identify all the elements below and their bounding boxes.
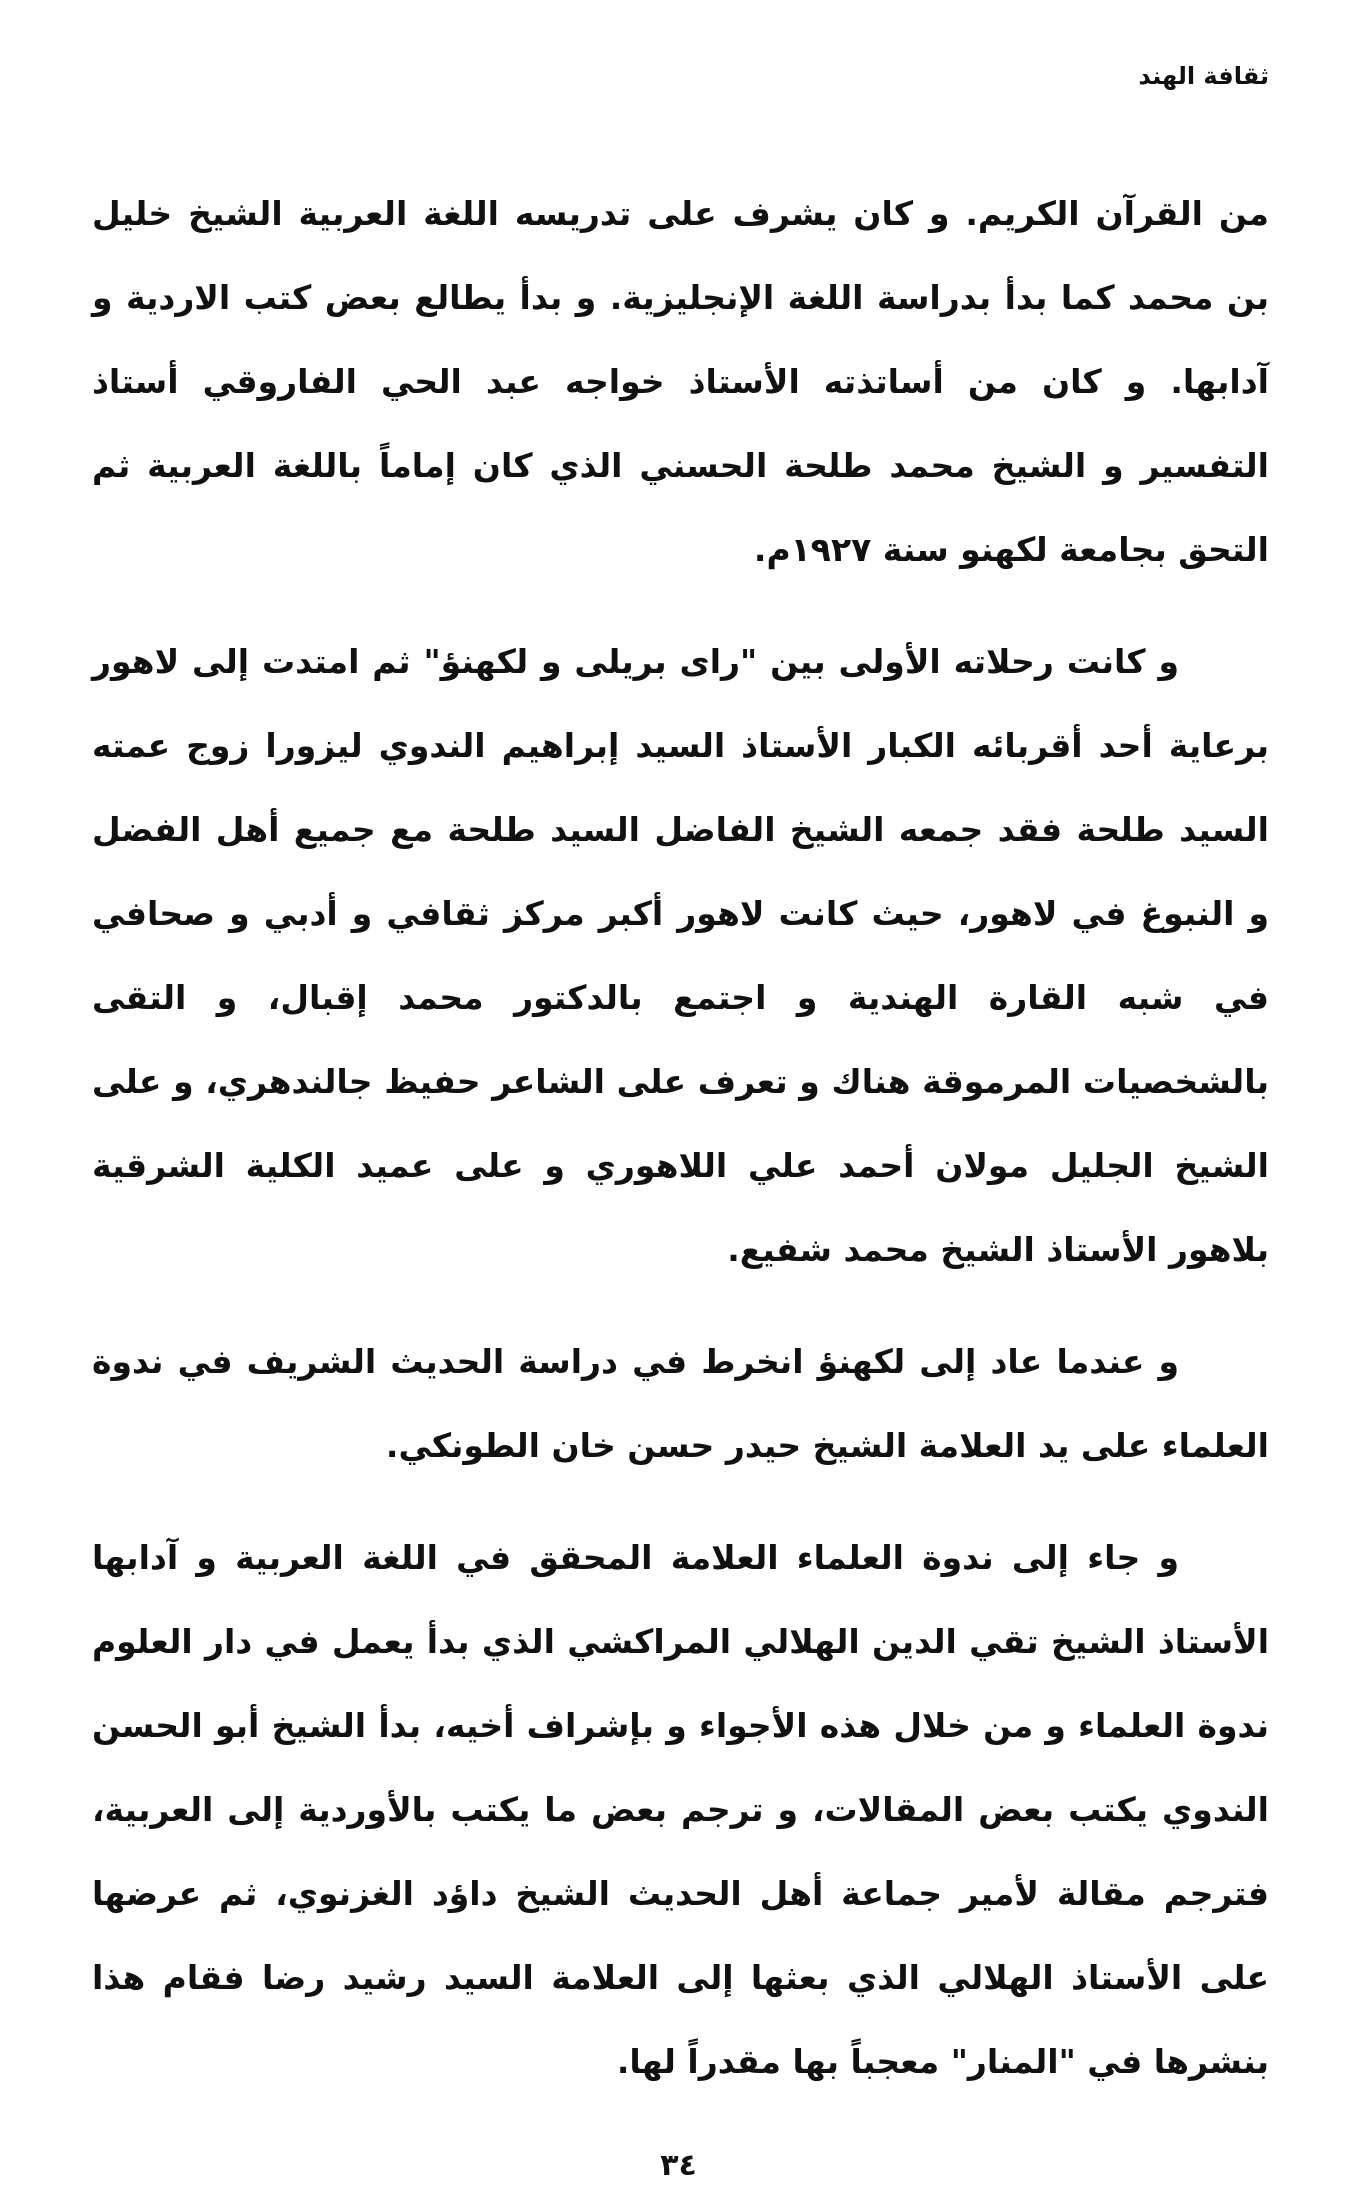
page-number: ٣٤ [660,2148,697,2183]
paragraph-3: و عندما عاد إلى لكهنؤ انخرط في دراسة الحديث الشريف في ندوة العلماء على يد العلامة الشيخ حيدر حسن خان الطونكي. [92,1342,1269,1465]
body-text [92,172,1269,2132]
paragraph-1: من القرآن الكريم. و كان يشرف على تدريسه اللغة العربية الشيخ خليل بن محمد كما بدأ بدراسة اللغة الإنجليزية. و بدأ يطالع بعض كتب الاردية و آدابها. و كان من أساتذته الأستاذ خواجه عبد الحي الفاروقي أستاذ التفسير و الشيخ محمد طلحة الحسني الذي كان إماماً باللغة العربية ثم التحق بجامعة لكهنو سنة ١٩٢٧م. [92,194,1269,569]
paragraph-4: و جاء إلى ندوة العلماء العلامة المحقق في اللغة العربية و آدابها الأستاذ الشيخ تقي الدين الهلالي المراكشي الذي بدأ يعمل في دار العلوم ندوة العلماء و من خلال هذه الأجواء و بإشراف أخيه، بدأ الشيخ أبو الحسن الندوي يكتب بعض المقالات، و ترجم بعض ما يكتب بالأوردية إلى العربية، فترجم مقالة لأمير جماعة أهل الحديث الشيخ داؤد الغزنوي، ثم عرضها على الأستاذ الهلالي الذي بعثها إلى العلامة السيد رشيد رضا فقام هذا بنشرها في "المنار" معجباً بها مقدراً لها. [92,1538,1269,2081]
running-header: ثقافة الهند [1138,62,1269,90]
paragraph-2: و كانت رحلاته الأولى بين "راى بريلى و لكهنؤ" ثم امتدت إلى لاهور برعاية أحد أقربائه الكبار الأستاذ السيد إبراهيم الندوي ليزورا زوج عمته السيد طلحة فقد جمعه الشيخ الفاضل السيد طلحة مع جميع أهل الفضل و النبوغ في لاهور، حيث كانت لاهور أكبر مركز ثقافي و أدبي و صحافي في شبه القارة الهندية و اجتمع بالدكتور محمد إقبال، و التقى بالشخصيات المرموقة هناك و تعرف على الشاعر حفيظ جالندهري، و على الشيخ الجليل مولان أحمد علي اللاهوري و على عميد الكلية الشرقية بلاهور الأستاذ الشيخ محمد شفيع. [92,642,1269,1269]
